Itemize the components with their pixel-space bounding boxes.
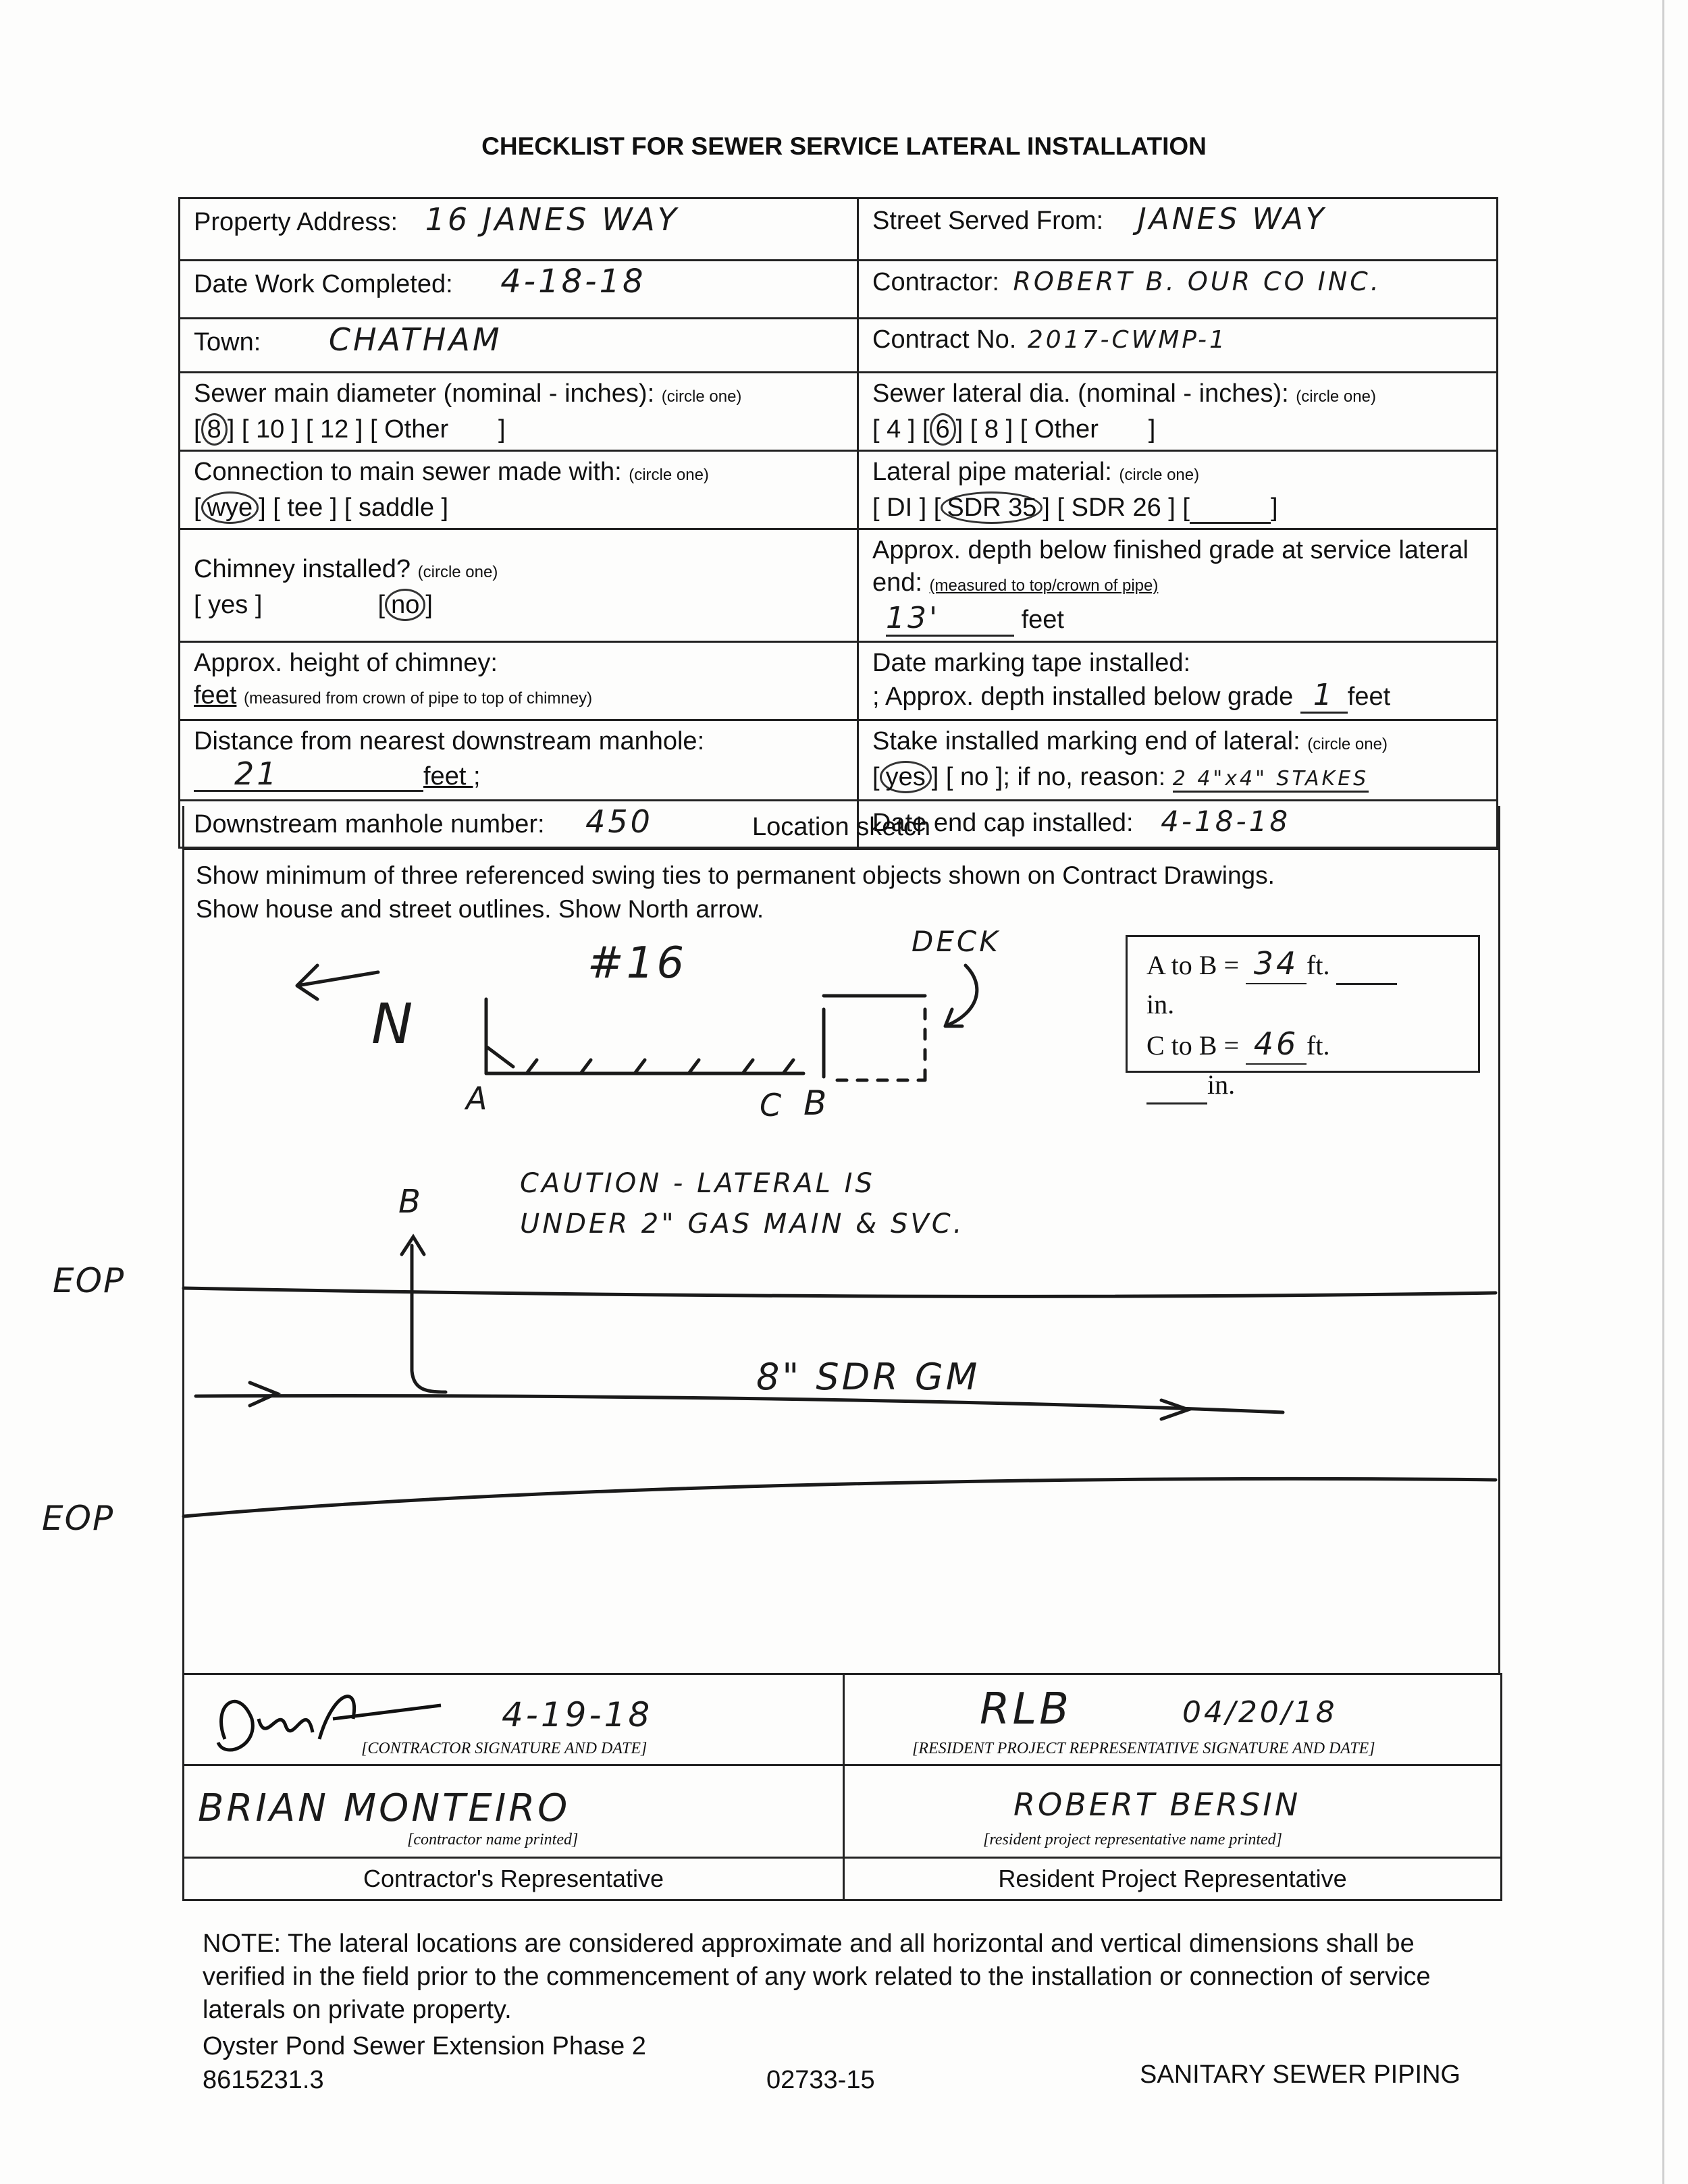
stake-reason-label: ; if no, reason:: [1003, 763, 1166, 791]
material-option-di[interactable]: DI: [887, 494, 913, 522]
lat-dia-option-6[interactable]: 6: [930, 413, 956, 446]
resident-name-cell: [844, 1765, 1502, 1858]
point-c-label: C: [760, 1087, 785, 1123]
tie-a-to-b-row: [1146, 944, 1459, 985]
distance-unit: feet ;: [423, 762, 481, 791]
main-diameter-cell: Sewer main diameter (nominal - inches): (circle one) [ 8 ] [ 10 ] [ 12 ] [ Other ]: [180, 373, 858, 451]
property-address-label: Property Address:: [194, 208, 398, 236]
house-hatch: [527, 1060, 793, 1073]
stake-label: Stake installed marking end of lateral:: [872, 727, 1300, 755]
tie-c-to-b-in-row: [1146, 1065, 1459, 1104]
footer-doc-number: 8615231.3: [203, 2066, 324, 2094]
chimney-installed-label: Chimney installed?: [194, 555, 411, 583]
lateral-diameter-cell: Sewer lateral dia. (nominal - inches): (circle one) [ 4 ] [ 6 ] [ 8 ] [ Other ]: [858, 373, 1498, 451]
town-label: Town:: [194, 328, 261, 356]
connection-option-wye[interactable]: wye: [201, 491, 259, 524]
pipe-material-label: Lateral pipe material:: [872, 458, 1112, 486]
lat-dia-option-other[interactable]: Other: [1034, 415, 1099, 444]
tie-c-to-b-ft: ft.: [1307, 1030, 1330, 1061]
lat-dia-option-4[interactable]: 4: [887, 415, 901, 444]
contractor-signature-cell: [184, 1674, 844, 1765]
chimney-option-yes[interactable]: yes: [208, 591, 248, 619]
stake-option-yes[interactable]: yes: [880, 761, 932, 793]
tie-c-to-b-label: C to B =: [1146, 1030, 1240, 1061]
depth-unit: feet: [1021, 606, 1064, 634]
edge-of-pavement-bottom: [184, 1479, 1496, 1516]
lateral-diameter-label: Sewer lateral dia. (nominal - inches):: [872, 379, 1289, 408]
signature-table: [182, 1673, 1502, 1901]
resident-signature-cell: [844, 1674, 1502, 1765]
manhole-label: Downstream manhole number:: [194, 810, 545, 838]
disclaimer-note: NOTE: The lateral locations are considered approximate and all horizontal and vertical dimensions shall be verified in the field prior to the commencement of any work related to the installation or connection of service laterals on private property.: [203, 1929, 1431, 2024]
date-completed-label: Date Work Completed:: [194, 270, 453, 298]
point-a-label: A: [466, 1080, 490, 1117]
resident-signature: RLB: [980, 1684, 1072, 1734]
street-served-label: Street Served From:: [872, 207, 1104, 235]
tie-c-to-b-inches-blank: [1146, 1082, 1207, 1104]
sketch-instructions-line-1: Show minimum of three referenced swing ties to permanent objects shown on Contract Drawings.: [196, 861, 1275, 889]
tape-depth-label: ; Approx. depth installed below grade: [872, 683, 1294, 711]
tie-c-to-b-row: [1146, 1024, 1459, 1065]
service-lateral-line: [412, 1246, 446, 1392]
chimney-option-no[interactable]: no: [385, 589, 425, 621]
resident-sign-date: 04/20/18: [1182, 1695, 1338, 1730]
tie-a-to-b-value: 34: [1246, 944, 1307, 984]
contractor-value: ROBERT B. OUR CO INC.: [1013, 267, 1381, 296]
main-dia-option-10[interactable]: 10: [255, 415, 285, 444]
gas-main-line: [196, 1395, 1283, 1412]
circle-one-note: (circle one): [417, 563, 498, 581]
marking-tape-label: Date marking tape installed:: [872, 649, 1191, 677]
end-cap-label: Date end cap installed:: [872, 809, 1134, 837]
edge-of-pavement-label-bottom: EOP: [42, 1499, 115, 1538]
tape-depth-value: 1: [1300, 679, 1348, 714]
edge-of-pavement-top: [184, 1288, 1496, 1296]
main-diameter-label: Sewer main diameter (nominal - inches):: [194, 379, 655, 408]
connection-option-tee[interactable]: tee: [287, 494, 323, 522]
material-option-sdr26[interactable]: SDR 26: [1071, 494, 1161, 522]
contract-no-label: Contract No.: [872, 325, 1017, 354]
caution-note-line-2: UNDER 2" GAS MAIN & SVC.: [520, 1208, 965, 1240]
house-corner-a: [486, 999, 513, 1073]
contractor-label: Contractor:: [872, 268, 999, 296]
north-label: N: [371, 992, 416, 1057]
north-arrow-icon: [297, 965, 378, 999]
lat-dia-option-8[interactable]: 8: [984, 415, 999, 444]
sketch-instructions-line-2: Show house and street outlines. Show North arrow.: [196, 895, 764, 923]
deck-dashed-outline: [837, 1009, 925, 1080]
contractor-signature-caption: [CONTRACTOR SIGNATURE AND DATE]: [361, 1740, 648, 1757]
point-b-near-c-label: B: [803, 1084, 830, 1123]
depth-label: Approx. depth below finished grade at service lateral end:: [872, 536, 1469, 597]
resident-name-caption: [resident project representative name printed]: [983, 1831, 1283, 1848]
stake-option-no[interactable]: no: [959, 763, 989, 791]
main-dia-option-other[interactable]: Other: [384, 415, 449, 444]
connection-cell: Connection to main sewer made with: (circle one) [ wye ] [ tee ] [ saddle ]: [180, 451, 858, 529]
contractor-name-caption: [contractor name printed]: [407, 1831, 579, 1848]
resident-name-printed: ROBERT BERSIN: [1013, 1786, 1301, 1823]
contractor-name-printed: BRIAN MONTEIRO: [198, 1786, 571, 1830]
circle-one-note: (circle one): [1307, 735, 1388, 753]
deck-pointer-arrow-icon: [945, 965, 977, 1026]
stake-reason-value: 2 4"x4" STAKES: [1173, 767, 1369, 793]
resident-representative-label: Resident Project Representative: [844, 1858, 1502, 1900]
tie-a-to-b-label: A to B =: [1146, 950, 1240, 980]
swing-ties-box: [1126, 935, 1480, 1100]
tie-c-to-b-value: 46: [1246, 1024, 1307, 1065]
circle-one-note: (circle one): [1119, 466, 1200, 484]
chimney-height-unit: feet: [194, 681, 237, 710]
form-title: CHECKLIST FOR SEWER SERVICE LATERAL INSTALLATION: [481, 132, 1207, 160]
chimney-height-note: (measured from crown of pipe to top of chimney): [243, 689, 593, 708]
circle-one-note: (circle one): [1296, 388, 1376, 406]
material-option-sdr35[interactable]: SDR 35: [941, 491, 1043, 524]
property-address-value: 16 JANES WAY: [425, 201, 679, 238]
contract-no-value: 2017-CWMP-1: [1027, 326, 1228, 354]
point-b-label: B: [398, 1183, 423, 1221]
tie-a-to-b-ft: ft.: [1307, 950, 1330, 980]
resident-signature-caption: [RESIDENT PROJECT REPRESENTATIVE SIGNATURE AND DATE]: [912, 1740, 1375, 1757]
chimney-height-label: Approx. height of chimney:: [194, 649, 498, 677]
edge-of-pavement-label-top: EOP: [53, 1261, 126, 1300]
town-value: CHATHAM: [328, 321, 502, 358]
connection-label: Connection to main sewer made with:: [194, 458, 622, 486]
main-dia-option-8[interactable]: 8: [201, 413, 228, 446]
contractor-representative-label: Contractor's Representative: [184, 1858, 844, 1900]
connection-option-saddle[interactable]: saddle: [359, 494, 434, 522]
tie-c-to-b-in: in.: [1207, 1069, 1236, 1100]
caution-note-line-1: CAUTION - LATERAL IS: [520, 1168, 875, 1199]
depth-value: 13': [886, 602, 1014, 637]
street-served-value: JANES WAY: [1137, 202, 1327, 236]
tie-a-to-b-in: in.: [1146, 989, 1175, 1019]
circle-one-note: (circle one): [629, 466, 709, 484]
tie-a-to-b-inches-blank: [1336, 963, 1397, 985]
footer-section-number: 02733-15: [766, 2066, 875, 2094]
location-sketch-header: Location sketch: [182, 806, 1500, 850]
main-flow-arrow-icon: [250, 1383, 277, 1406]
contractor-sign-date: 4-19-18: [502, 1695, 653, 1734]
depth-note: (measured to top/crown of pipe): [929, 577, 1159, 595]
distance-label: Distance from nearest downstream manhole:: [194, 727, 705, 755]
house-number-label: #16: [587, 938, 687, 988]
date-completed-value: 4-18-18: [500, 263, 646, 300]
circle-one-note: (circle one): [661, 388, 742, 406]
deck-label: DECK: [912, 925, 1001, 958]
pipe-material-cell: Lateral pipe material: (circle one) [ DI ] [ SDR 35 ] [ SDR 26 ] [ ]: [858, 451, 1498, 529]
distance-value: 21: [194, 757, 423, 792]
main-label: 8" SDR GM: [756, 1356, 980, 1398]
chimney-installed-cell: Chimney installed? (circle one) [ yes ] [ no ]: [180, 529, 858, 642]
main-dia-option-12[interactable]: 12: [320, 415, 349, 444]
contractor-name-cell: [184, 1765, 844, 1858]
end-cap-value: 4-18-18: [1161, 805, 1291, 838]
manhole-value: 450: [585, 803, 653, 840]
footer-project: Oyster Pond Sewer Extension Phase 2: [203, 2032, 646, 2060]
stake-cell: Stake installed marking end of lateral: (circle one) [ yes ] [ no ]; if no, reason: 2 4"x4" STAKES: [858, 720, 1498, 801]
tape-depth-unit: feet: [1347, 683, 1391, 711]
footer-section-title: SANITARY SEWER PIPING: [1140, 2060, 1461, 2089]
